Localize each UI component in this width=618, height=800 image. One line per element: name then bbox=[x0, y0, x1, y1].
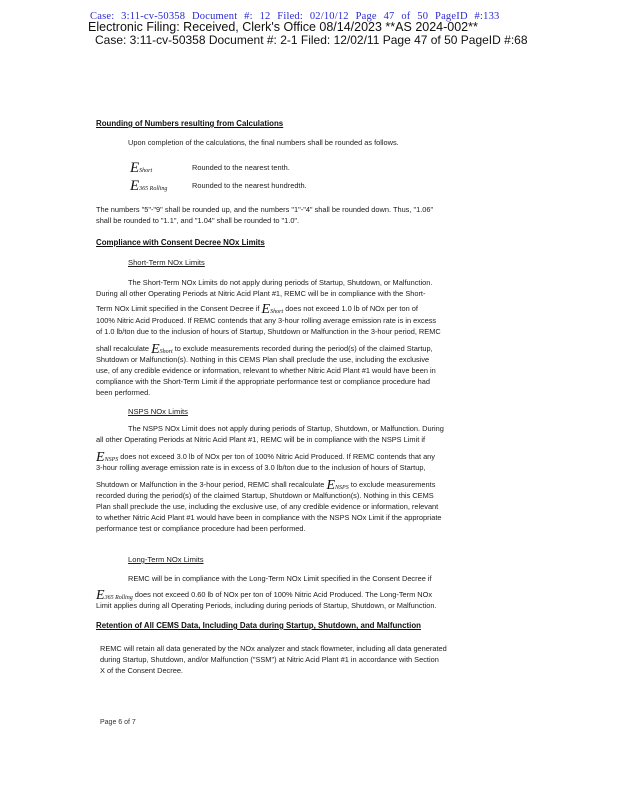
nsps-line: The NSPS NOx Limit does not apply during periods of Startup, Shutdown, or Malfunction. During bbox=[128, 424, 444, 433]
long-term-line: REMC will be in compliance with the Long-Term NOx Limit specified in the Consent Decree if bbox=[128, 574, 432, 583]
rounding-rule-2: shall be rounded to "1.1", and "1.04" shall be rounded to "1.0". bbox=[96, 216, 300, 225]
e-short-symbol: EShort bbox=[130, 160, 153, 176]
e-short-inline-symbol: EShort bbox=[261, 302, 284, 317]
nsps-line: all other Operating Periods at Nitric Acid Plant #1, REMC will be in compliance with the NSPS Limit if bbox=[96, 435, 426, 444]
short-term-line: been performed. bbox=[96, 388, 151, 397]
efiling-header: Electronic Filing: Received, Clerk's Office 08/14/2023 **AS 2024-002** bbox=[88, 20, 478, 34]
e-short-inline-symbol: EShort bbox=[151, 342, 173, 357]
long-term-title: Long-Term NOx Limits bbox=[128, 555, 204, 564]
short-term-line: of 1.0 lb/ton due to the inclusion of hours of Startup, Shutdown or Malfunction in the 3-hour period, REMC bbox=[96, 327, 441, 336]
nsps-line: Shutdown or Malfunction in the 3-hour period, REMC shall recalculate ENSPS to exclude measurements bbox=[96, 478, 436, 493]
short-term-line: 100% Nitric Acid Produced. If REMC contends that any 3-hour rolling average emission rate is in excess bbox=[96, 316, 437, 325]
retention-line: REMC will retain all data generated by the NOx analyzer and stack flowmeter, including all data generated bbox=[100, 644, 447, 653]
long-term-line: Limit applies during all Operating Periods, including during periods of Startup, Shutdown, or Malfunction. bbox=[96, 601, 437, 610]
short-term-line: Term NOx Limit specified in the Consent Decree if EShort does not exceed 1.0 lb of NOx per ton of bbox=[96, 302, 418, 317]
short-term-title: Short-Term NOx Limits bbox=[128, 258, 205, 267]
court-filing-stamp: Case: 3:11-cv-50358 Document #: 12 Filed: 02/10/12 Page 47 of 50 PageID #:133 bbox=[90, 11, 500, 22]
short-term-line: Shutdown or Malfunction(s). Nothing in this CEMS Plan shall preclude the use, including the exclusive bbox=[96, 355, 430, 364]
e-nsps-inline-symbol: ENSPS bbox=[96, 450, 119, 465]
rounding-rule-1: The numbers "5"-"9" shall be rounded up, and the numbers "1"-"4" shall be rounded down. Thus, "1.06" bbox=[96, 205, 434, 214]
e-365-inline-symbol: E365 Rolling bbox=[96, 588, 133, 603]
short-term-line: During all other Operating Periods at Nitric Acid Plant #1, REMC will be in compliance with the Short- bbox=[96, 289, 426, 298]
nsps-line: Plan shall preclude the use, including the exclusive use, of any credible evidence or information, relevant bbox=[96, 502, 439, 511]
compliance-heading: Compliance with Consent Decree NOx Limits bbox=[96, 238, 265, 247]
short-term-line: use, of any credible evidence or information, relevant to whether Nitric Acid Plant #1 would have been in bbox=[96, 366, 436, 375]
nsps-line: 3-hour rolling average emission rate is in excess of 3.0 lb/ton due to the inclusion of hours of Startup, bbox=[96, 463, 426, 472]
rounding-heading: Rounding of Numbers resulting from Calculations bbox=[96, 119, 284, 128]
rounding-row-2: Rounded to the nearest hundredth. bbox=[192, 181, 307, 190]
nsps-line: to whether Nitric Acid Plant #1 would have been in compliance with the NSPS NOx Limit if the appropriate bbox=[96, 513, 442, 522]
e-365-symbol: E365 Rolling bbox=[130, 178, 168, 194]
retention-line: X of the Consent Decree. bbox=[100, 666, 183, 675]
nsps-title: NSPS NOx Limits bbox=[128, 407, 188, 416]
nsps-line: recorded during the period(s) of the claimed Startup, Shutdown or Malfunction(s). Nothing in this CEMS bbox=[96, 491, 434, 500]
page-number: Page 6 of 7 bbox=[100, 719, 136, 726]
rounding-row-1: Rounded to the nearest tenth. bbox=[192, 163, 290, 172]
rounding-intro: Upon completion of the calculations, the final numbers shall be rounded as follows. bbox=[128, 138, 399, 147]
short-term-line: The Short-Term NOx Limits do not apply during periods of Startup, Shutdown, or Malfunction. bbox=[128, 278, 433, 287]
short-term-line: compliance with the Short-Term Limit if the appropriate performance test or compliance procedure had bbox=[96, 377, 430, 386]
e-nsps-inline-symbol: ENSPS bbox=[326, 478, 349, 493]
short-term-line: shall recalculate EShort to exclude measurements recorded during the period(s) of the claimed Startup, bbox=[96, 342, 433, 357]
nsps-line: performance test or compliance procedure had been performed. bbox=[96, 524, 306, 533]
case-header: Case: 3:11-cv-50358 Document #: 2-1 Filed: 12/02/11 Page 47 of 50 PageID #:68 bbox=[95, 33, 528, 47]
retention-line: during Startup, Shutdown, and/or Malfunction ("SSM") at Nitric Acid Plant #1 in accordance with Section bbox=[100, 655, 439, 664]
long-term-line: E365 Rolling does not exceed 0.60 lb of NOx per ton of 100% Nitric Acid Produced. The Long-Term NOx bbox=[96, 588, 433, 603]
retention-heading: Retention of All CEMS Data, Including Data during Startup, Shutdown, and Malfunction bbox=[96, 621, 421, 630]
nsps-line: ENSPS does not exceed 3.0 lb of NOx per ton of 100% Nitric Acid Produced. If REMC contends that any bbox=[96, 450, 435, 465]
